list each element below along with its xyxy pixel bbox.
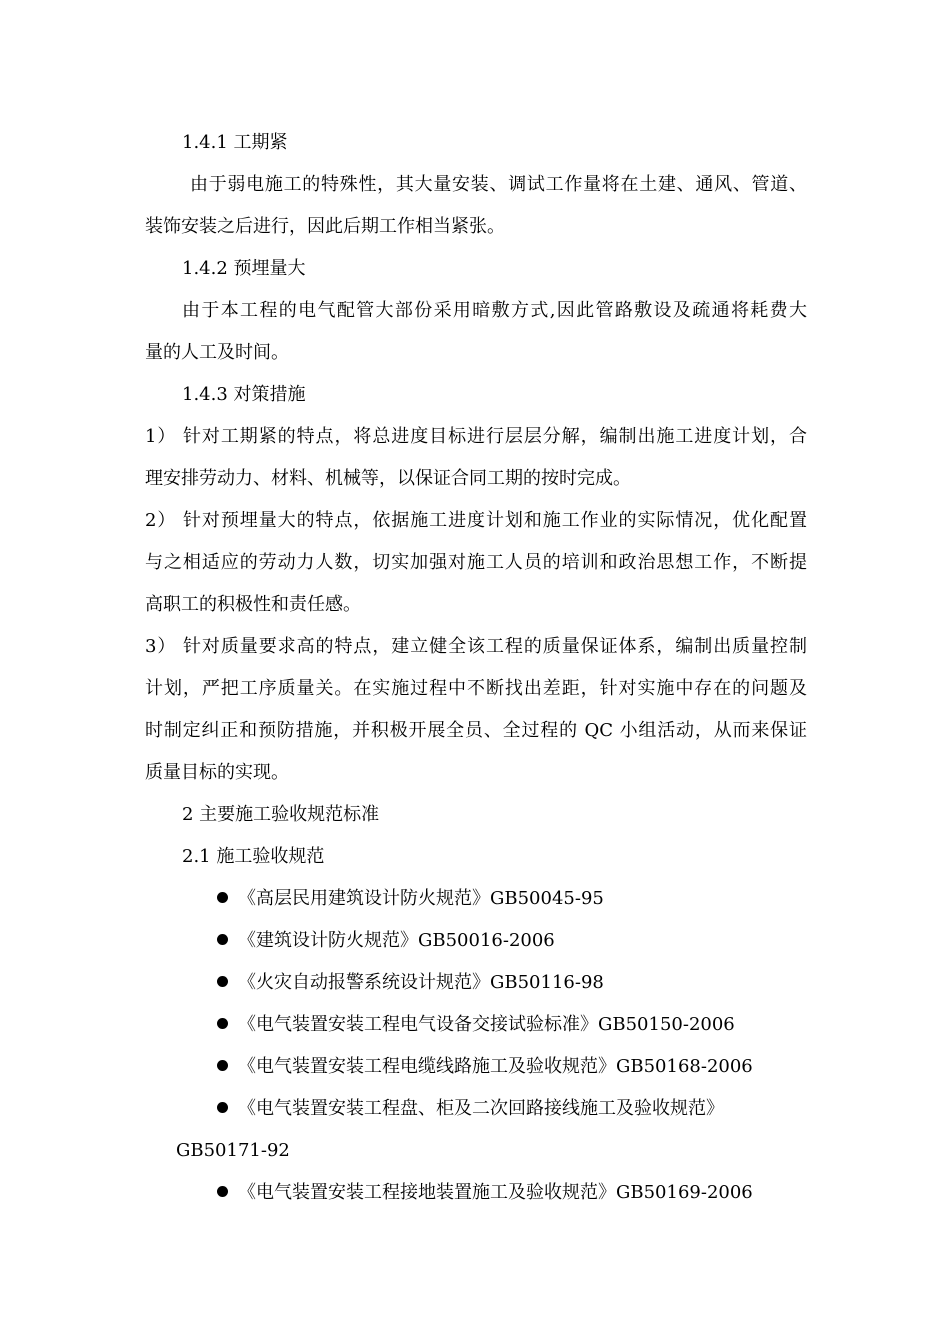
sub-heading-2-1: 2.1 施工验收规范 bbox=[182, 846, 325, 867]
standard-item-4: 《电气装置安装工程电气设备交接试验标准》GB50150-2006 bbox=[238, 1014, 735, 1035]
bullet-icon bbox=[217, 1018, 228, 1029]
measure-3-line-4: 质量目标的实现。 bbox=[145, 762, 289, 783]
paragraph-1-4-2-line-1: 由于本工程的电气配管大部份采用暗敷方式,因此管路敷设及疏通将耗费大 bbox=[182, 300, 807, 321]
measure-1-line-1: 1） 针对工期紧的特点，将总进度目标进行层层分解，编制出施工进度计划，合 bbox=[145, 426, 807, 447]
section-heading-1-4-3: 1.4.3 对策措施 bbox=[182, 384, 306, 405]
measure-2-line-2: 与之相适应的劳动力人数，切实加强对施工人员的培训和政治思想工作，不断提 bbox=[145, 552, 807, 573]
standard-item-3: 《火灾自动报警系统设计规范》GB50116-98 bbox=[238, 972, 604, 993]
chapter-heading-2: 2 主要施工验收规范标准 bbox=[182, 804, 380, 825]
measure-2-line-1: 2） 针对预埋量大的特点，依据施工进度计划和施工作业的实际情况，优化配置 bbox=[145, 510, 807, 531]
measure-3-line-2: 计划，严把工序质量关。在实施过程中不断找出差距，针对实施中存在的问题及 bbox=[145, 678, 807, 699]
bullet-icon bbox=[217, 934, 228, 945]
standard-item-6: 《电气装置安装工程盘、柜及二次回路接线施工及验收规范》 bbox=[238, 1098, 724, 1119]
measure-1-line-2: 理安排劳动力、材料、机械等，以保证合同工期的按时完成。 bbox=[145, 468, 631, 489]
paragraph-1-4-1-line-1: 由于弱电施工的特殊性，其大量安装、调试工作量将在土建、通风、管道、 bbox=[190, 174, 807, 195]
measure-3-line-3: 时制定纠正和预防措施，并积极开展全员、全过程的 QC 小组活动，从而来保证 bbox=[145, 720, 807, 741]
standard-item-1: 《高层民用建筑设计防火规范》GB50045-95 bbox=[238, 888, 604, 909]
standard-item-2: 《建筑设计防火规范》GB50016-2006 bbox=[238, 930, 555, 951]
standard-item-7: 《电气装置安装工程接地装置施工及验收规范》GB50169-2006 bbox=[238, 1182, 753, 1203]
bullet-icon bbox=[217, 1186, 228, 1197]
bullet-icon bbox=[217, 976, 228, 987]
standard-item-5: 《电气装置安装工程电缆线路施工及验收规范》GB50168-2006 bbox=[238, 1056, 753, 1077]
paragraph-1-4-1-line-2: 装饰安装之后进行，因此后期工作相当紧张。 bbox=[145, 216, 505, 237]
bullet-icon bbox=[217, 1060, 228, 1071]
paragraph-1-4-2-line-2: 量的人工及时间。 bbox=[145, 342, 289, 363]
section-heading-1-4-2: 1.4.2 预埋量大 bbox=[182, 258, 306, 279]
measure-2-line-3: 高职工的积极性和责任感。 bbox=[145, 594, 361, 615]
bullet-icon bbox=[217, 1102, 228, 1113]
bullet-icon bbox=[217, 892, 228, 903]
measure-3-line-1: 3） 针对质量要求高的特点，建立健全该工程的质量保证体系，编制出质量控制 bbox=[145, 636, 807, 657]
standard-item-6-code: GB50171-92 bbox=[176, 1140, 290, 1161]
section-heading-1-4-1: 1.4.1 工期紧 bbox=[182, 132, 288, 153]
